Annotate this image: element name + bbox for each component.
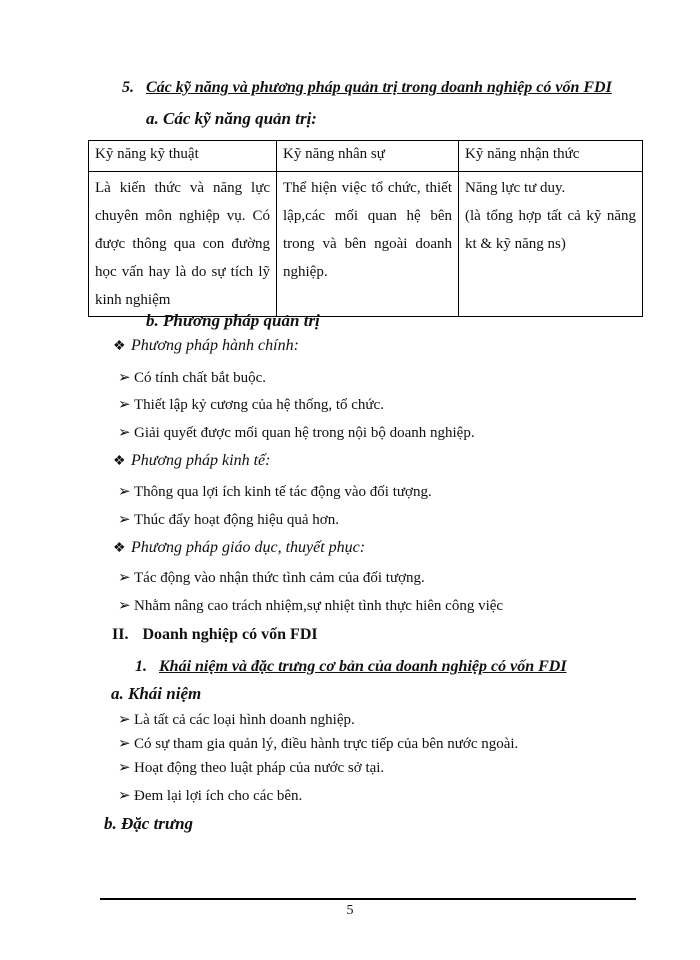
list-item	[118, 568, 425, 587]
heading-1-title: Khái niệm và đặc trưng cơ bản của doanh nghiệp có vốn FDI	[159, 658, 567, 675]
list-item-text: Đem lại lợi ích cho các bên.	[134, 788, 303, 804]
arrow-bullet-icon: ➢	[118, 425, 131, 441]
list-item-text: Có tính chất bắt buộc.	[134, 370, 267, 386]
arrow-bullet-icon: ➢	[118, 397, 131, 413]
list-item	[118, 710, 355, 729]
arrow-bullet-icon: ➢	[118, 760, 131, 776]
subheading-methods: b. Phương pháp quản trị	[146, 311, 320, 330]
list-item	[118, 368, 266, 387]
heading-1	[135, 658, 567, 676]
table-header-cell: Kỹ năng nhân sự	[277, 141, 459, 172]
list-item	[118, 510, 339, 529]
technical-skill-text: Là kiến thức và năng lực chuyên môn nghiệp vụ. Có được thông qua con đường học vấn hay là do sự tích lỹ kinh nghiệm	[95, 180, 270, 308]
diamond-bullet-icon: ❖	[113, 541, 126, 556]
arrow-bullet-icon: ➢	[118, 598, 131, 614]
subheading-skills: a. Các kỹ năng quản trị:	[146, 109, 317, 128]
method-title-text: Phương pháp kinh tế:	[131, 452, 271, 469]
arrow-bullet-icon: ➢	[118, 512, 131, 528]
section-5-title: Các kỹ năng và phương pháp quản trị trong doanh nghiệp có vốn FDI	[146, 79, 612, 96]
method-title-text: Phương pháp hành chính:	[131, 337, 299, 354]
list-item	[118, 786, 302, 805]
table-header-cell: Kỹ năng nhận thức	[459, 141, 643, 172]
table-row	[89, 172, 643, 317]
skills-table	[88, 140, 643, 317]
list-item-text: Hoạt động theo luật pháp của nước sở tại.	[134, 760, 385, 776]
list-item-text: Có sự tham gia quản lý, điều hành trực tiếp của bên nước ngoài.	[134, 736, 519, 752]
table-cell	[89, 172, 277, 317]
subheading-concept: a. Khái niệm	[111, 684, 202, 703]
method-education-title	[113, 539, 365, 557]
section-2-title: Doanh nghiệp có vốn FDI	[142, 626, 318, 643]
human-skill-text: Thể hiện việc tổ chức, thiết lập,các mối quan hệ bên trong và bên ngoài doanh nghiệp.	[283, 180, 452, 280]
heading-1-number: 1.	[135, 658, 147, 675]
list-item	[118, 423, 475, 442]
subheading-characteristics: b. Đặc trưng	[104, 814, 194, 833]
list-item-text: Thúc đẩy hoạt động hiệu quả hơn.	[134, 512, 339, 528]
list-item	[118, 758, 384, 777]
method-title-text: Phương pháp giáo dục, thuyết phục:	[131, 539, 366, 556]
section-2-number: II.	[112, 626, 129, 643]
diamond-bullet-icon: ❖	[113, 454, 126, 469]
table-cell	[459, 172, 643, 317]
list-item	[118, 482, 432, 501]
arrow-bullet-icon: ➢	[118, 712, 131, 728]
table-cell	[277, 172, 459, 317]
table-header-row	[89, 141, 643, 172]
list-item-text: Tác động vào nhận thức tình cảm của đối tượng.	[134, 570, 425, 586]
method-administrative-title	[113, 337, 299, 355]
conceptual-skill-line1: Năng lực tư duy.	[465, 180, 566, 196]
diamond-bullet-icon: ❖	[113, 339, 126, 354]
list-item	[118, 596, 503, 615]
list-item-text: Thông qua lợi ích kinh tế tác động vào đối tượng.	[134, 484, 432, 500]
list-item	[118, 395, 384, 414]
page-number: 5	[346, 903, 354, 918]
conceptual-skill-line2: (là tổng hợp tất cả kỹ năng kt & kỹ năng ns)	[465, 208, 636, 252]
arrow-bullet-icon: ➢	[118, 484, 131, 500]
section-5-number: 5.	[122, 79, 134, 96]
list-item-text: Thiết lập kỷ cương của hệ thống, tổ chức.	[134, 397, 384, 413]
footer-divider	[100, 898, 636, 900]
list-item-text: Là tất cả các loại hình doanh nghiệp.	[134, 712, 355, 728]
arrow-bullet-icon: ➢	[118, 570, 131, 586]
arrow-bullet-icon: ➢	[118, 370, 131, 386]
arrow-bullet-icon: ➢	[118, 788, 131, 804]
list-item	[118, 734, 518, 753]
method-economic-title	[113, 452, 270, 470]
arrow-bullet-icon: ➢	[118, 736, 131, 752]
section-2-heading	[112, 626, 318, 644]
table-header-cell: Kỹ năng kỹ thuật	[89, 141, 277, 172]
list-item-text: Giải quyết được mối quan hệ trong nội bộ doanh nghiệp.	[134, 425, 475, 441]
section-5-heading	[122, 79, 612, 97]
list-item-text: Nhằm nâng cao trách nhiệm,sự nhiệt tình thực hiên công việc	[134, 598, 504, 614]
